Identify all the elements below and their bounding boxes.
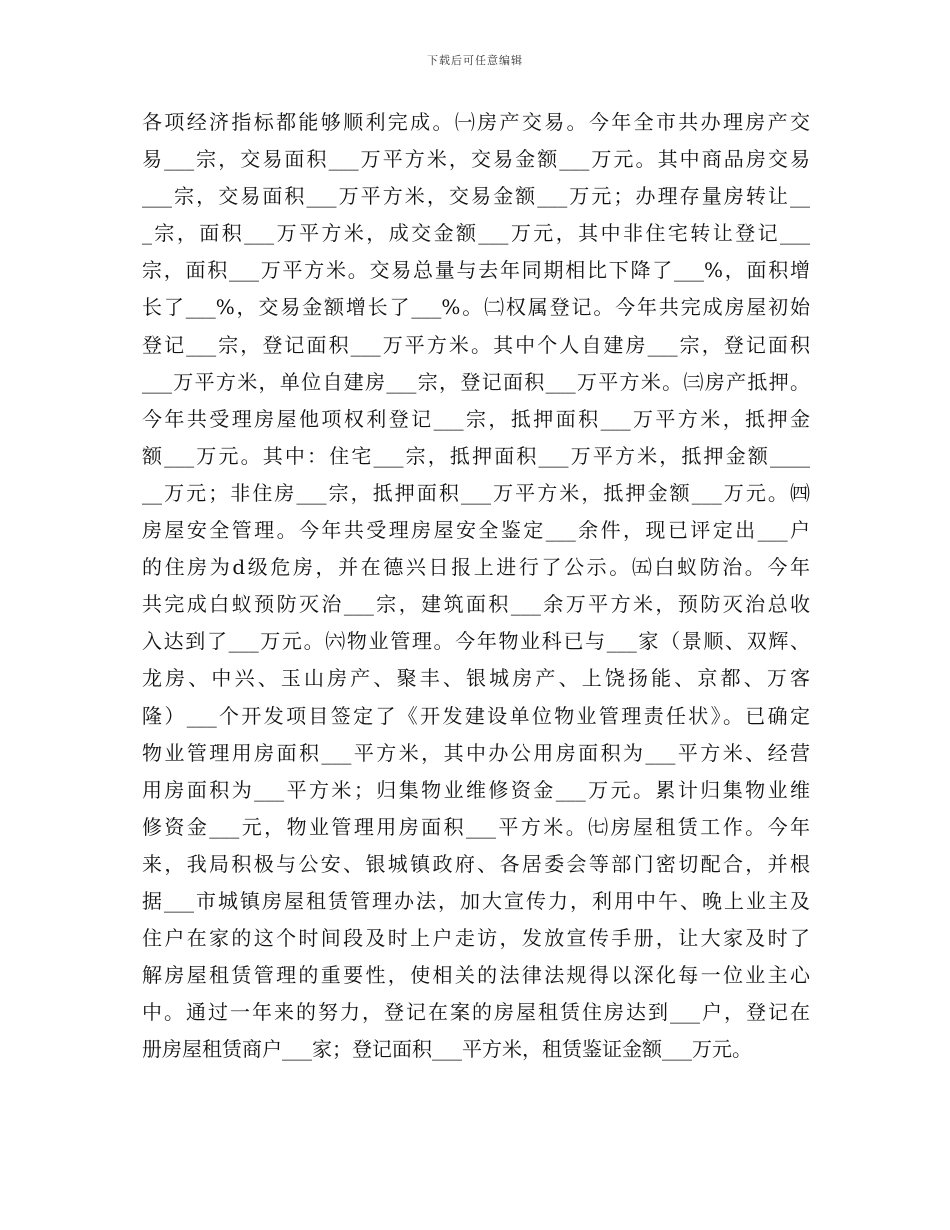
body-line: 修资金___元，物业管理用房面积___平方米。㈦房屋租赁工作。今年 [142,814,810,839]
body-line: 的住房为d级危房，并在德兴日报上进行了公示。㈤白蚁防治。今年 [142,555,810,580]
body-line: 易___宗，交易面积___万平方米，交易金额___万元。其中商品房交易 [142,147,810,172]
body-line: 来，我局积极与公安、银城镇政府、各居委会等部门密切配合，并根 [142,851,810,876]
body-line: 各项经济指标都能够顺利完成。㈠房产交易。今年全市共办理房产交 [142,110,810,134]
body-line: 中。通过一年来的努力，登记在案的房屋租赁住房达到___户，登记在 [142,1000,810,1025]
body-line: ___宗，交易面积___万平方米，交易金额___万元；办理存量房转让__ [142,184,810,209]
page-header-note: 下载后可任意编辑 [427,54,523,67]
body-line: 用房面积为___平方米；归集物业维修资金___万元。累计归集物业维 [142,777,810,802]
body-line: 隆）___个开发项目签定了《开发建设单位物业管理责任状》。已确定 [142,703,810,728]
body-line: 长了___%，交易金额增长了___%。㈡权属登记。今年共完成房屋初始 [142,295,810,320]
document-body [142,104,810,1068]
body-line: 共完成白蚁预防灭治___宗，建筑面积___余万平方米，预防灭治总收 [142,592,810,617]
body-line: 登记___宗，登记面积___万平方米。其中个人自建房___宗，登记面积 [142,332,810,357]
body-line: 房屋安全管理。今年共受理房屋安全鉴定___余件，现已评定出___户 [142,518,810,543]
body-line: 册房屋租赁商户___家；登记面积___平方米，租赁鉴证金额___万元。 [142,1037,752,1062]
body-line: 今年共受理房屋他项权利登记___宗，抵押面积___万平方米，抵押金 [142,406,810,431]
body-line: 入达到了___万元。㈥物业管理。今年物业科已与___家（景顺、双辉、 [142,629,810,654]
body-line: 物业管理用房面积___平方米，其中办公用房面积为___平方米、经营 [142,740,810,765]
body-line: 解房屋租赁管理的重要性，使相关的法律法规得以深化每一位业主心 [142,963,810,988]
body-line: 额___万元。其中：住宅___宗，抵押面积___万平方米，抵押金额____ [142,443,810,468]
body-line: 宗，面积___万平方米。交易总量与去年同期相比下降了___%，面积增 [142,258,810,283]
body-line: 住户在家的这个时间段及时上户走访，发放宣传手册，让大家及时了 [142,926,810,951]
body-line: 据___市城镇房屋租赁管理办法，加大宣传力，利用中午、晚上业主及 [142,888,810,913]
body-line: ___万平方米，单位自建房___宗，登记面积___万平方米。㈢房产抵押。 [142,369,810,394]
body-line: _宗，面积___万平方米，成交金额___万元，其中非住宅转让登记___ [142,221,810,246]
body-line: __万元；非住房___宗，抵押面积___万平方米，抵押金额___万元。㈣ [142,480,810,505]
body-line: 龙房、中兴、玉山房产、聚丰、银城房产、上饶扬能、京都、万客 [142,666,810,691]
